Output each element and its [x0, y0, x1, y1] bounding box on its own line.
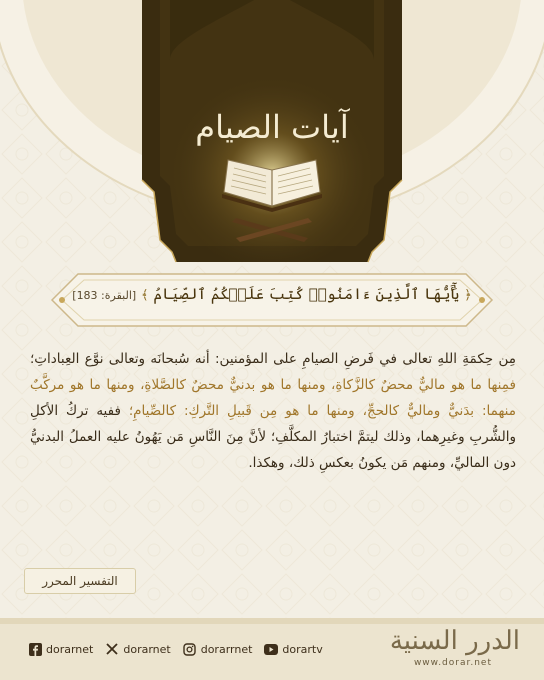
facebook-icon	[28, 642, 42, 656]
footer	[0, 618, 544, 680]
verse-reference: [البقرة: 183]	[72, 289, 137, 302]
verse-text: يَٰٓأَيُّهَا ٱلَّذِينَ ءَامَنُوا۟ كُتِبَ عَلَيۡكُمُ ٱلصِّيَامُ	[153, 285, 460, 303]
verse-open-ornament: ﴿	[464, 288, 472, 303]
quran-verse	[60, 285, 484, 313]
tafsir-highlight: فمِنها ما هو ماليٌّ محضٌ كالزَّكاةِ، ومنها ما هو بدنيٌّ محضٌ كالصَّلاةِ، ومنها ما هو مركَّبٌ منهما: بدَنيٌّ وماليٌّ كالحجِّ، ومنها ما هو مِن قَبيلِ التَّركِ: كالصِّيامِ؛	[30, 377, 516, 419]
facebook-handle: dorarnet	[46, 642, 94, 656]
instagram-handle: dorarrnet	[200, 642, 253, 656]
source-label: التفسير المحرر	[24, 568, 136, 594]
x-icon	[105, 642, 119, 656]
verse-close-ornament: ﴾	[140, 288, 149, 303]
tafsir-text	[30, 346, 516, 476]
quran-stand-icon	[214, 148, 330, 244]
instagram-icon	[183, 642, 197, 656]
page-title: آيات الصيام	[195, 108, 349, 146]
dorar-logo[interactable]	[360, 624, 520, 676]
social-links	[28, 642, 323, 656]
youtube-link[interactable]	[264, 642, 322, 656]
instagram-link[interactable]	[183, 642, 253, 656]
x-link[interactable]	[105, 642, 170, 656]
youtube-icon	[264, 642, 278, 656]
tafsir-part-3: ففيه تركُ الأكلِ والشُّربِ وغيرِهما، وذلك ليتمَّ اختبارُ المكلَّفِ؛ لأنَّ مِنَ النَّاسِ مَن يَهُونُ عليه العملُ البدنيُّ دون الماليِّ، ومنهم مَن يكونُ بعكسِ ذلك، وهكذا.	[30, 403, 516, 471]
youtube-handle: dorartv	[282, 642, 323, 656]
x-handle: dorarnet	[123, 642, 171, 656]
tafsir-part-1: مِن حِكمَةِ اللهِ تعالى في فَرضِ الصيامِ على المؤمنين: أنه سُبحانَه وتعالى نوَّع العِباداتِ؛	[30, 351, 516, 367]
logo-url: www.dorar.net	[413, 658, 492, 668]
facebook-link[interactable]	[28, 642, 93, 656]
logo-name: الدرر السنية	[389, 626, 520, 656]
